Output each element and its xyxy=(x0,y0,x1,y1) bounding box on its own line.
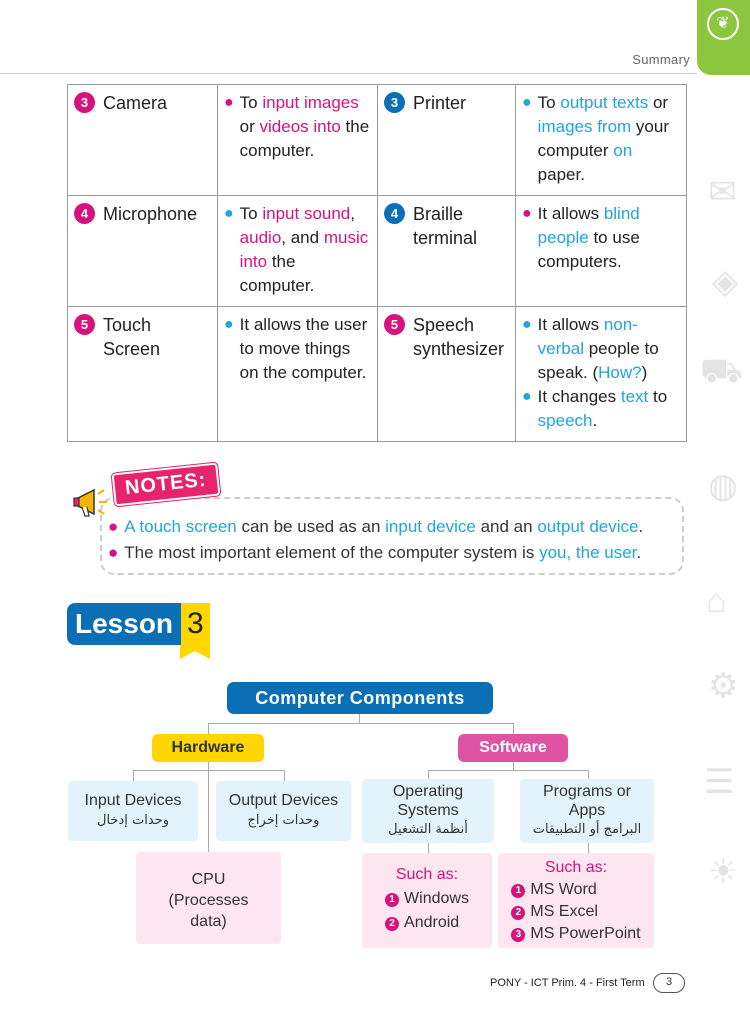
footer-text: PONY - ICT Prim. 4 - First Term xyxy=(490,977,645,989)
desc-highlight: people xyxy=(537,228,589,247)
desc-text: your computer xyxy=(537,117,669,160)
header-divider xyxy=(0,73,697,74)
note-highlight: A touch screen xyxy=(124,517,237,536)
desc-text: to xyxy=(648,387,668,406)
such-as-heading: Such as: xyxy=(544,859,608,876)
devices-table xyxy=(67,84,687,442)
notes-badge: NOTES: xyxy=(112,463,220,507)
number-badge: 4 xyxy=(74,203,95,224)
os-name: Windows xyxy=(404,890,469,907)
table-row xyxy=(68,85,687,196)
connector xyxy=(588,770,589,779)
device-name: Speech xyxy=(413,315,475,335)
desc-text: to use computers. xyxy=(537,228,640,271)
box-label: Apps xyxy=(568,802,606,819)
software-label: Software xyxy=(458,734,568,762)
input-devices-box xyxy=(68,781,198,841)
desc-text: It allows xyxy=(537,315,604,334)
device-cell xyxy=(68,85,218,196)
note-text: can be used as an xyxy=(236,517,386,536)
desc-highlight: output texts xyxy=(560,93,649,112)
wifi-icon: ☰ xyxy=(704,763,735,801)
leaf-bulb-icon: ❦ xyxy=(707,8,739,40)
box-label: data) xyxy=(190,913,227,930)
list-item: 2 MS Excel xyxy=(511,901,640,923)
device-cell xyxy=(68,196,218,307)
connector xyxy=(208,762,209,852)
desc-text: people to speak. ( xyxy=(537,339,659,382)
note-text: and an xyxy=(475,517,538,536)
cpu-box xyxy=(136,852,281,944)
gear-icon: ⚙ xyxy=(708,667,739,705)
connector xyxy=(133,770,134,781)
desc-highlight: audio xyxy=(239,228,282,247)
connector xyxy=(513,762,514,770)
cart-icon: ⛟ xyxy=(700,352,743,390)
desc-text: paper. xyxy=(537,165,585,184)
desc-highlight: text xyxy=(620,387,649,406)
connector xyxy=(284,770,285,781)
section-label: Summary xyxy=(632,52,690,67)
desc-text: . xyxy=(592,411,598,430)
box-arabic-label: أنظمة التشغيل xyxy=(388,822,468,837)
list-item: 1 Windows xyxy=(385,887,469,911)
diagram-title: Computer Components xyxy=(227,682,493,714)
desc-text: It allows xyxy=(537,204,604,223)
desc-highlight: speech xyxy=(537,411,593,430)
box-label: Input Devices xyxy=(84,792,182,809)
list-item: 2 Android xyxy=(385,911,469,935)
box-arabic-label: وحدات إدخال xyxy=(97,813,169,828)
description-cell: ● It allows blind people to use computers. xyxy=(516,196,687,307)
desc-text: To xyxy=(239,93,263,112)
list-item: 1 MS Word xyxy=(511,879,640,901)
device-name: synthesizer xyxy=(413,339,505,359)
lesson-number: 3 xyxy=(181,603,210,645)
description-cell: ● To input sound, audio, and music into the computer. xyxy=(218,196,378,307)
connector xyxy=(428,770,429,779)
desc-text: , xyxy=(350,204,355,223)
desc-text: the computer. xyxy=(239,252,315,295)
desc-highlight: input sound xyxy=(262,204,351,223)
note-highlight: input device xyxy=(385,517,476,536)
box-label: Systems xyxy=(397,802,459,819)
note-highlight: you, the user xyxy=(539,543,637,562)
note-text: . xyxy=(638,517,644,536)
folder-icon: ⌂ xyxy=(706,582,727,620)
desc-highlight: input images xyxy=(262,93,359,112)
desc-highlight: blind xyxy=(603,204,640,223)
number-badge: 5 xyxy=(384,314,405,335)
table-row xyxy=(68,196,687,307)
desc-text: To xyxy=(239,204,263,223)
number-badge: 3 xyxy=(74,92,95,113)
connector xyxy=(428,770,588,771)
device-cell xyxy=(68,307,218,442)
output-devices-box xyxy=(216,781,351,841)
desc-highlight: music into xyxy=(239,228,369,271)
desc-highlight: How? xyxy=(598,363,642,382)
note-line-1: ● A touch screen can be used as an input device and an output device. xyxy=(108,517,644,536)
number-badge: 5 xyxy=(74,314,95,335)
corner-tab xyxy=(697,0,750,75)
desc-text: To xyxy=(537,93,561,112)
connector xyxy=(588,842,589,853)
box-label: Programs or xyxy=(542,783,632,800)
device-name: Braille xyxy=(413,204,464,224)
desc-text: or xyxy=(239,117,260,136)
device-name: Microphone xyxy=(103,204,198,224)
connector xyxy=(513,723,514,734)
programs-apps-box xyxy=(520,779,654,843)
desc-text: ) xyxy=(641,363,648,382)
such-as-heading: Such as: xyxy=(395,866,459,883)
box-arabic-label: وحدات إخراج xyxy=(247,813,320,828)
device-cell xyxy=(378,196,516,307)
box-arabic-label: البرامج أو التطبيقات xyxy=(532,822,642,837)
app-name: MS Word xyxy=(530,881,597,898)
hardware-label: Hardware xyxy=(152,734,264,762)
app-name: MS Excel xyxy=(530,903,598,920)
app-examples-box xyxy=(498,853,654,948)
device-name: Touch Screen xyxy=(103,315,161,359)
lesson-heading xyxy=(67,603,210,645)
desc-text: the computer. xyxy=(239,117,370,160)
envelope-icon: ✉ xyxy=(708,173,737,211)
bulb-icon: ☀ xyxy=(708,853,739,891)
box-label: Output Devices xyxy=(228,792,339,809)
app-name: MS PowerPoint xyxy=(530,925,641,942)
description-cell: ● It allows the user to move things on the computer. xyxy=(218,307,378,442)
note-text: The most important element of the computer system is xyxy=(124,543,540,562)
desc-highlight: on xyxy=(613,141,633,160)
desc-text: It changes xyxy=(537,387,621,406)
globe-icon: ◍ xyxy=(708,467,738,505)
desc-text: It allows the user to move things on the computer. xyxy=(239,315,368,382)
number-badge: 4 xyxy=(384,203,405,224)
number-badge: 3 xyxy=(384,92,405,113)
page-number: 3 xyxy=(653,973,685,993)
table-row xyxy=(68,307,687,442)
device-name: Printer xyxy=(413,93,467,113)
ribbon-tail xyxy=(180,645,210,659)
connector xyxy=(428,842,429,853)
device-cell xyxy=(378,307,516,442)
note-highlight: output device xyxy=(537,517,639,536)
desc-highlight: non-verbal xyxy=(537,315,638,358)
description-cell: ● To input images or videos into the computer. xyxy=(218,85,378,196)
os-examples-box xyxy=(362,853,492,948)
box-label: Operating xyxy=(392,783,464,800)
desc-text: , and xyxy=(281,228,324,247)
description-cell: ● It allows non-verbal people to speak. (How?) ● It changes text to speech. xyxy=(516,307,687,442)
list-item: 3 MS PowerPoint xyxy=(511,923,640,945)
device-name: Camera xyxy=(103,93,168,113)
note-text: . xyxy=(636,543,642,562)
connector xyxy=(208,723,513,724)
device-cell xyxy=(378,85,516,196)
os-name: Android xyxy=(404,914,460,931)
connector xyxy=(208,723,209,734)
tag-icon: ◈ xyxy=(712,263,739,301)
connector xyxy=(133,770,284,771)
operating-systems-box xyxy=(362,779,494,843)
device-name: terminal xyxy=(413,228,478,248)
desc-highlight: images from xyxy=(537,117,632,136)
note-line-2: ● The most important element of the computer system is you, the user. xyxy=(108,543,642,562)
desc-text: or xyxy=(648,93,669,112)
box-label: CPU xyxy=(191,871,226,888)
desc-highlight: videos into xyxy=(259,117,341,136)
box-label: (Processes xyxy=(168,892,249,909)
description-cell: ● To output texts or images from your computer on paper. xyxy=(516,85,687,196)
lesson-word: Lesson xyxy=(67,603,181,645)
